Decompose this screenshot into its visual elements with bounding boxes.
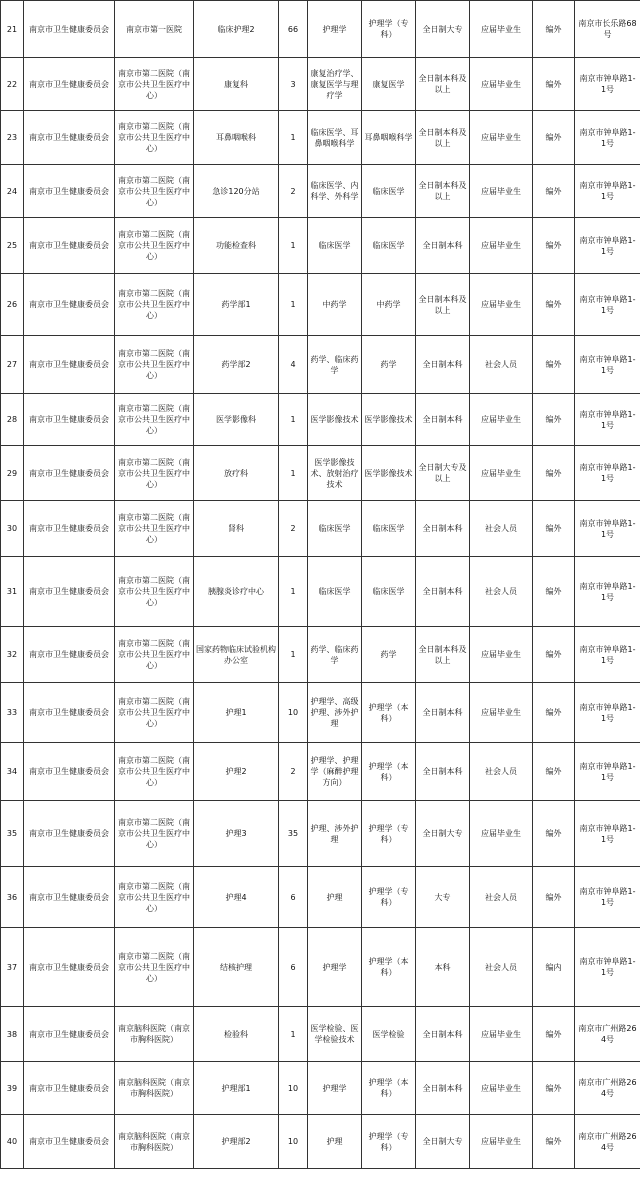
headcount-cell: 1	[279, 218, 308, 274]
department-cell: 南京市卫生健康委员会	[24, 801, 115, 867]
department-cell: 南京市卫生健康委员会	[24, 627, 115, 683]
department-cell: 南京市卫生健康委员会	[24, 743, 115, 801]
staffing-type-cell: 编内	[533, 928, 575, 1007]
table-row	[1, 1115, 640, 1169]
education-cell: 全日制本科	[416, 336, 470, 394]
major-cell: 临床医学	[308, 501, 362, 557]
address-cell: 南京市钟阜路1-1号	[575, 627, 640, 683]
target-group-cell: 应届毕业生	[470, 218, 533, 274]
post-name-cell: 护理部2	[194, 1115, 279, 1169]
address-cell: 南京市钟阜路1-1号	[575, 274, 640, 336]
address-cell: 南京市钟阜路1-1号	[575, 501, 640, 557]
post-name-cell: 耳鼻咽喉科	[194, 111, 279, 165]
headcount-cell: 1	[279, 446, 308, 501]
staffing-type-cell: 编外	[533, 867, 575, 928]
address-cell: 南京市钟阜路1-1号	[575, 111, 640, 165]
post-name-cell: 护理3	[194, 801, 279, 867]
education-cell: 全日制本科及以上	[416, 165, 470, 218]
education-cell: 全日制本科及以上	[416, 627, 470, 683]
table-body	[1, 1, 640, 1169]
major-cell: 护理	[308, 1115, 362, 1169]
post-name-cell: 胰腺炎诊疗中心	[194, 557, 279, 627]
target-group-cell: 社会人员	[470, 336, 533, 394]
staffing-type-cell: 编外	[533, 801, 575, 867]
table-row	[1, 218, 640, 274]
department-cell: 南京市卫生健康委员会	[24, 336, 115, 394]
row-number: 37	[1, 928, 24, 1007]
post-name-cell: 护理4	[194, 867, 279, 928]
row-number: 36	[1, 867, 24, 928]
row-number: 35	[1, 801, 24, 867]
target-group-cell: 社会人员	[470, 501, 533, 557]
post-name-cell: 检验科	[194, 1007, 279, 1062]
employer-cell: 南京市第二医院（南京市公共卫生医疗中心）	[115, 58, 194, 111]
employer-cell: 南京市第二医院（南京市公共卫生医疗中心）	[115, 557, 194, 627]
table-row	[1, 501, 640, 557]
employer-cell: 南京市第二医院（南京市公共卫生医疗中心）	[115, 627, 194, 683]
target-group-cell: 应届毕业生	[470, 1, 533, 58]
education-cell: 大专	[416, 867, 470, 928]
qualification-cell: 护理学（本科）	[362, 743, 416, 801]
table-row	[1, 627, 640, 683]
headcount-cell: 10	[279, 1062, 308, 1115]
post-name-cell: 护理1	[194, 683, 279, 743]
row-number: 40	[1, 1115, 24, 1169]
qualification-cell: 护理学（专科）	[362, 801, 416, 867]
table-row	[1, 165, 640, 218]
major-cell: 护理学	[308, 1062, 362, 1115]
major-cell: 康复治疗学、康复医学与理疗学	[308, 58, 362, 111]
address-cell: 南京市钟阜路1-1号	[575, 58, 640, 111]
employer-cell: 南京市第二医院（南京市公共卫生医疗中心）	[115, 394, 194, 446]
address-cell: 南京市广州路264号	[575, 1007, 640, 1062]
department-cell: 南京市卫生健康委员会	[24, 928, 115, 1007]
education-cell: 全日制本科及以上	[416, 274, 470, 336]
table-row	[1, 1062, 640, 1115]
table-row	[1, 801, 640, 867]
headcount-cell: 1	[279, 557, 308, 627]
post-name-cell: 护理2	[194, 743, 279, 801]
employer-cell: 南京市第二医院（南京市公共卫生医疗中心）	[115, 274, 194, 336]
row-number: 38	[1, 1007, 24, 1062]
target-group-cell: 应届毕业生	[470, 1115, 533, 1169]
post-name-cell: 急诊120分站	[194, 165, 279, 218]
major-cell: 护理、涉外护理	[308, 801, 362, 867]
target-group-cell: 社会人员	[470, 743, 533, 801]
row-number: 28	[1, 394, 24, 446]
employer-cell: 南京市第二医院（南京市公共卫生医疗中心）	[115, 501, 194, 557]
qualification-cell: 医学影像技术	[362, 394, 416, 446]
major-cell: 医学影像技术、放射治疗技术	[308, 446, 362, 501]
employer-cell: 南京市第二医院（南京市公共卫生医疗中心）	[115, 446, 194, 501]
table-row	[1, 928, 640, 1007]
staffing-type-cell: 编外	[533, 501, 575, 557]
address-cell: 南京市钟阜路1-1号	[575, 683, 640, 743]
employer-cell: 南京市第二医院（南京市公共卫生医疗中心）	[115, 743, 194, 801]
qualification-cell: 临床医学	[362, 501, 416, 557]
staffing-type-cell: 编外	[533, 743, 575, 801]
row-number: 24	[1, 165, 24, 218]
qualification-cell: 护理学（专科）	[362, 1, 416, 58]
target-group-cell: 应届毕业生	[470, 1007, 533, 1062]
target-group-cell: 社会人员	[470, 928, 533, 1007]
department-cell: 南京市卫生健康委员会	[24, 1115, 115, 1169]
row-number: 31	[1, 557, 24, 627]
row-number: 21	[1, 1, 24, 58]
headcount-cell: 1	[279, 274, 308, 336]
department-cell: 南京市卫生健康委员会	[24, 394, 115, 446]
headcount-cell: 35	[279, 801, 308, 867]
row-number: 34	[1, 743, 24, 801]
department-cell: 南京市卫生健康委员会	[24, 557, 115, 627]
headcount-cell: 10	[279, 1115, 308, 1169]
major-cell: 护理	[308, 867, 362, 928]
major-cell: 中药学	[308, 274, 362, 336]
major-cell: 临床医学	[308, 557, 362, 627]
qualification-cell: 临床医学	[362, 557, 416, 627]
education-cell: 全日制本科及以上	[416, 111, 470, 165]
education-cell: 全日制大专及以上	[416, 446, 470, 501]
education-cell: 全日制本科	[416, 1007, 470, 1062]
address-cell: 南京市长乐路68号	[575, 1, 640, 58]
staffing-type-cell: 编外	[533, 394, 575, 446]
address-cell: 南京市钟阜路1-1号	[575, 218, 640, 274]
address-cell: 南京市钟阜路1-1号	[575, 743, 640, 801]
education-cell: 全日制本科	[416, 1062, 470, 1115]
staffing-type-cell: 编外	[533, 1115, 575, 1169]
department-cell: 南京市卫生健康委员会	[24, 165, 115, 218]
employer-cell: 南京市第二医院（南京市公共卫生医疗中心）	[115, 111, 194, 165]
major-cell: 医学影像技术	[308, 394, 362, 446]
target-group-cell: 应届毕业生	[470, 58, 533, 111]
staffing-type-cell: 编外	[533, 165, 575, 218]
address-cell: 南京市钟阜路1-1号	[575, 557, 640, 627]
staffing-type-cell: 编外	[533, 683, 575, 743]
table-row	[1, 111, 640, 165]
address-cell: 南京市钟阜路1-1号	[575, 336, 640, 394]
target-group-cell: 应届毕业生	[470, 165, 533, 218]
target-group-cell: 应届毕业生	[470, 111, 533, 165]
employer-cell: 南京市第二医院（南京市公共卫生医疗中心）	[115, 165, 194, 218]
headcount-cell: 10	[279, 683, 308, 743]
table-row	[1, 58, 640, 111]
table-row	[1, 867, 640, 928]
address-cell: 南京市钟阜路1-1号	[575, 394, 640, 446]
staffing-type-cell: 编外	[533, 557, 575, 627]
staffing-type-cell: 编外	[533, 218, 575, 274]
table-row	[1, 683, 640, 743]
target-group-cell: 应届毕业生	[470, 801, 533, 867]
post-name-cell: 结核护理	[194, 928, 279, 1007]
staffing-type-cell: 编外	[533, 336, 575, 394]
staffing-type-cell: 编外	[533, 111, 575, 165]
qualification-cell: 药学	[362, 336, 416, 394]
target-group-cell: 应届毕业生	[470, 446, 533, 501]
table-row	[1, 394, 640, 446]
row-number: 27	[1, 336, 24, 394]
address-cell: 南京市广州路264号	[575, 1115, 640, 1169]
staffing-type-cell: 编外	[533, 1, 575, 58]
employer-cell: 南京市第二医院（南京市公共卫生医疗中心）	[115, 867, 194, 928]
major-cell: 护理学、护理学（麻醉护理方向）	[308, 743, 362, 801]
department-cell: 南京市卫生健康委员会	[24, 867, 115, 928]
employer-cell: 南京市第二医院（南京市公共卫生医疗中心）	[115, 336, 194, 394]
education-cell: 全日制大专	[416, 1, 470, 58]
qualification-cell: 中药学	[362, 274, 416, 336]
staffing-type-cell: 编外	[533, 446, 575, 501]
qualification-cell: 护理学（专科）	[362, 1115, 416, 1169]
qualification-cell: 医学检验	[362, 1007, 416, 1062]
target-group-cell: 社会人员	[470, 867, 533, 928]
headcount-cell: 4	[279, 336, 308, 394]
post-name-cell: 放疗科	[194, 446, 279, 501]
post-name-cell: 国家药物临床试验机构办公室	[194, 627, 279, 683]
staffing-type-cell: 编外	[533, 627, 575, 683]
department-cell: 南京市卫生健康委员会	[24, 501, 115, 557]
row-number: 22	[1, 58, 24, 111]
qualification-cell: 临床医学	[362, 218, 416, 274]
qualification-cell: 临床医学	[362, 165, 416, 218]
target-group-cell: 社会人员	[470, 557, 533, 627]
row-number: 23	[1, 111, 24, 165]
row-number: 39	[1, 1062, 24, 1115]
major-cell: 药学、临床药学	[308, 627, 362, 683]
headcount-cell: 66	[279, 1, 308, 58]
employer-cell: 南京市第二医院（南京市公共卫生医疗中心）	[115, 218, 194, 274]
employer-cell: 南京市第一医院	[115, 1, 194, 58]
education-cell: 全日制本科及以上	[416, 58, 470, 111]
major-cell: 药学、临床药学	[308, 336, 362, 394]
staffing-type-cell: 编外	[533, 58, 575, 111]
qualification-cell: 康复医学	[362, 58, 416, 111]
headcount-cell: 1	[279, 111, 308, 165]
target-group-cell: 应届毕业生	[470, 683, 533, 743]
target-group-cell: 应届毕业生	[470, 394, 533, 446]
employer-cell: 南京脑科医院（南京市胸科医院）	[115, 1062, 194, 1115]
staffing-type-cell: 编外	[533, 1062, 575, 1115]
address-cell: 南京市广州路264号	[575, 1062, 640, 1115]
department-cell: 南京市卫生健康委员会	[24, 1062, 115, 1115]
post-name-cell: 护理部1	[194, 1062, 279, 1115]
table-row	[1, 557, 640, 627]
table-row	[1, 1, 640, 58]
headcount-cell: 6	[279, 928, 308, 1007]
headcount-cell: 3	[279, 58, 308, 111]
major-cell: 医学检验、医学检验技术	[308, 1007, 362, 1062]
department-cell: 南京市卫生健康委员会	[24, 446, 115, 501]
headcount-cell: 2	[279, 743, 308, 801]
headcount-cell: 1	[279, 1007, 308, 1062]
address-cell: 南京市钟阜路1-1号	[575, 867, 640, 928]
qualification-cell: 耳鼻咽喉科学	[362, 111, 416, 165]
qualification-cell: 护理学（本科）	[362, 1062, 416, 1115]
major-cell: 临床医学、内科学、外科学	[308, 165, 362, 218]
headcount-cell: 1	[279, 627, 308, 683]
headcount-cell: 1	[279, 394, 308, 446]
row-number: 25	[1, 218, 24, 274]
post-name-cell: 肾科	[194, 501, 279, 557]
qualification-cell: 护理学（本科）	[362, 928, 416, 1007]
department-cell: 南京市卫生健康委员会	[24, 683, 115, 743]
address-cell: 南京市钟阜路1-1号	[575, 801, 640, 867]
table-row	[1, 1007, 640, 1062]
target-group-cell: 应届毕业生	[470, 274, 533, 336]
target-group-cell: 应届毕业生	[470, 627, 533, 683]
post-name-cell: 康复科	[194, 58, 279, 111]
major-cell: 护理学、高级护理、涉外护理	[308, 683, 362, 743]
department-cell: 南京市卫生健康委员会	[24, 111, 115, 165]
headcount-cell: 2	[279, 165, 308, 218]
education-cell: 全日制本科	[416, 501, 470, 557]
education-cell: 全日制本科	[416, 394, 470, 446]
headcount-cell: 6	[279, 867, 308, 928]
employer-cell: 南京市第二医院（南京市公共卫生医疗中心）	[115, 683, 194, 743]
address-cell: 南京市钟阜路1-1号	[575, 165, 640, 218]
qualification-cell: 护理学（专科）	[362, 867, 416, 928]
employer-cell: 南京脑科医院（南京市胸科医院）	[115, 1007, 194, 1062]
education-cell: 本科	[416, 928, 470, 1007]
row-number: 26	[1, 274, 24, 336]
row-number: 33	[1, 683, 24, 743]
major-cell: 护理学	[308, 928, 362, 1007]
post-name-cell: 药学部2	[194, 336, 279, 394]
major-cell: 临床医学、耳鼻咽喉科学	[308, 111, 362, 165]
education-cell: 全日制本科	[416, 557, 470, 627]
department-cell: 南京市卫生健康委员会	[24, 274, 115, 336]
row-number: 30	[1, 501, 24, 557]
education-cell: 全日制本科	[416, 683, 470, 743]
education-cell: 全日制大专	[416, 801, 470, 867]
post-name-cell: 临床护理2	[194, 1, 279, 58]
row-number: 32	[1, 627, 24, 683]
qualification-cell: 医学影像技术	[362, 446, 416, 501]
department-cell: 南京市卫生健康委员会	[24, 218, 115, 274]
post-name-cell: 医学影像科	[194, 394, 279, 446]
department-cell: 南京市卫生健康委员会	[24, 1, 115, 58]
qualification-cell: 护理学（本科）	[362, 683, 416, 743]
department-cell: 南京市卫生健康委员会	[24, 58, 115, 111]
employer-cell: 南京市第二医院（南京市公共卫生医疗中心）	[115, 801, 194, 867]
post-name-cell: 药学部1	[194, 274, 279, 336]
target-group-cell: 应届毕业生	[470, 1062, 533, 1115]
table-row	[1, 274, 640, 336]
employer-cell: 南京脑科医院（南京市胸科医院）	[115, 1115, 194, 1169]
headcount-cell: 2	[279, 501, 308, 557]
qualification-cell: 药学	[362, 627, 416, 683]
major-cell: 护理学	[308, 1, 362, 58]
address-cell: 南京市钟阜路1-1号	[575, 928, 640, 1007]
post-name-cell: 功能检查科	[194, 218, 279, 274]
table-row	[1, 446, 640, 501]
education-cell: 全日制本科	[416, 743, 470, 801]
staffing-type-cell: 编外	[533, 1007, 575, 1062]
table-row	[1, 336, 640, 394]
row-number: 29	[1, 446, 24, 501]
address-cell: 南京市钟阜路1-1号	[575, 446, 640, 501]
education-cell: 全日制大专	[416, 1115, 470, 1169]
employer-cell: 南京市第二医院（南京市公共卫生医疗中心）	[115, 928, 194, 1007]
major-cell: 临床医学	[308, 218, 362, 274]
table-row	[1, 743, 640, 801]
department-cell: 南京市卫生健康委员会	[24, 1007, 115, 1062]
staffing-type-cell: 编外	[533, 274, 575, 336]
education-cell: 全日制本科	[416, 218, 470, 274]
